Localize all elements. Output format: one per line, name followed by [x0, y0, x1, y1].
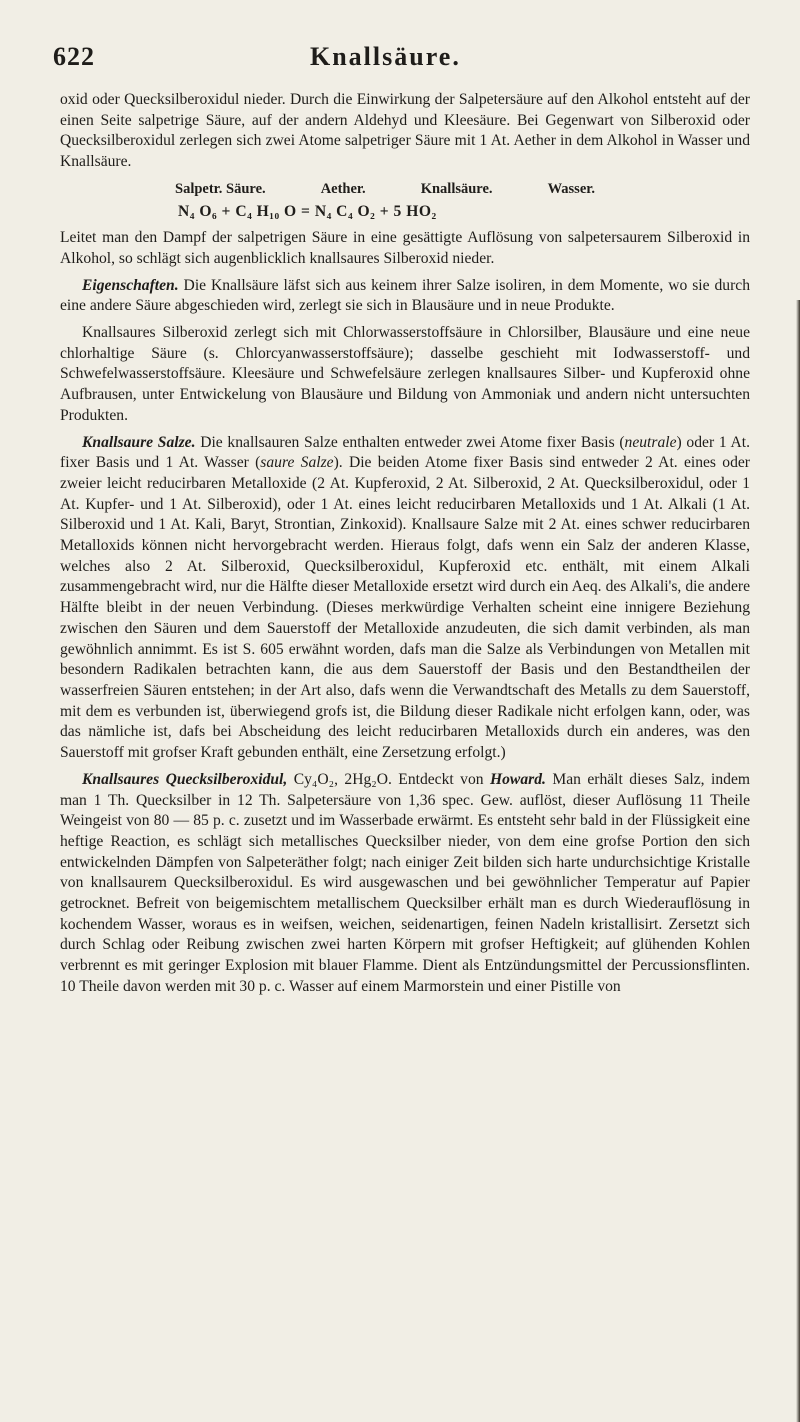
page-header [50, 42, 750, 76]
section-heading: Eigenschaften. [82, 276, 179, 294]
paragraph-2: Leitet man den Dampf der salpetrigen Säure in eine gesättigte Auflösung von salpetersaurem Silberoxid in Alkohol, so schlägt sich augenblicklich knallsaures Silberoxid nieder. [60, 229, 750, 267]
paragraph-text: Die Knallsäure läfst sich aus keinem ihrer Salze isoliren, in dem Momente, wo sie durch eine andere Säure abgeschieden wird, zerlegt sie sich in Blausäure und in neue Produkte. [60, 276, 750, 315]
equation-label: Aether. [320, 180, 366, 197]
paragraph-4: Knallsaures Silberoxid zerlegt sich mit Chlorwasserstoffsäure in Chlorsilber, Blausäure und eine neue chlorhaltige Säure (s. Chlorcyanwasserstoffsäure); dasselbe geschieht mit Iodwasserstoff- und Schwefelwasserstoffsäure. Kleesäure und Schwefelsäure zerlegen knallsaures Silber- und Kupferoxid ohne Aufbrausen, unter Entwickelung von Blausäure und Bildung von Ammoniak und andern nicht untersuchten Produkten. [60, 324, 750, 424]
paragraph-1: oxid oder Quecksilberoxidul nieder. Durch die Einwirkung der Salpetersäure auf den Alkohol entsteht auf der einen Seite salpetrige Säure, auf der andern Aldehyd und Kleesäure. Bei Gegenwart von Silberoxid oder Quecksilberoxidul zerlegen sich zwei Atome salpetriger Säure mit 1 At. Aether in dem Alkohol in Wasser und Knallsäure. [60, 91, 750, 171]
author-name: Howard. [490, 770, 546, 788]
paragraph-eigenschaften [60, 276, 750, 317]
paragraph-salze [60, 433, 750, 764]
inline-formula: Cy₄O₂, 2Hg₂O. [287, 770, 392, 788]
paragraph-text: ) oder 1 At. fixer Basis und 1 At. Wasser ( [60, 433, 750, 472]
paragraph-text: Entdeckt von [391, 770, 490, 788]
equation-label: Salpetr. Säure. [175, 180, 266, 197]
italic-term: neutrale [624, 433, 677, 451]
paragraph-quecksilberoxidul [60, 770, 750, 998]
paragraph-text: ). Die beiden Atome fixer Basis sind entweder 2 At. eines oder zweier leicht reducirbaren Metalloxide (2 At. Kupferoxid, 2 At. Silberoxid, 2 At. Quecksilberoxidul, oder 1 At. Kupfer- und 1 At. Silberoxid), oder 1 At. eines leicht reducirbaren Metalloxids und 1 At. Alkali (1 At. Silberoxid und 1 At. Kali, Baryt, Strontian, Zinkoxid). Knallsaure Salze mit 2 At. eines schwer reducirbaren Metalloxids können nicht hervorgebracht werden. Hieraus folgt, dafs wenn ein Salz der anderen Klasse, welches also 2 At. Silberoxid, Quecksilberoxidul, Kupferoxid etc. enthält, mit einem Alkali zusammengebracht wird, nur die Hälfte dieser Metalloxide ersetzt wird durch ein Aeq. des Alkali's, die andere Hälfte bleibt in der neuen Verbindung. (Dieses merkwürdige Verhalten scheint eine innigere Beziehung zwischen den Säuren und dem Sauerstoff der Metalloxide anzudeuten, die sich damit verbinden, als man gewöhnlich annimmt. Es ist S. 605 erwähnt worden, dafs man die Salze als Verbindungen von Metallen mit besondern Radikalen betrachten kann, die aus dem Sauerstoff der Basis und den Bestandtheilen der wasserfreien Säuren entstehen; in der Art also, dafs wenn die Verwandtschaft des Metalls zu dem Sauerstoff, mit dem es verbunden ist, überwiegend grofs ist, die Bildung dieser Radikale nicht erfolgen kann, oder, was das nämliche ist, dafs bei Abscheidung des leicht reducirbaren Metalloxids durch ein anderes, was den Sauerstoff mit grofser Kraft gebunden enthält, eine Zersetzung erfolgt.) [60, 454, 750, 762]
running-head: Knallsäure. [310, 42, 461, 71]
section-heading: Knallsaure Salze. [82, 433, 196, 451]
italic-term: saure Salze [260, 454, 334, 472]
equation-label: Wasser. [547, 180, 595, 197]
page-edge-shadow [796, 300, 800, 1422]
equation-labels [175, 179, 595, 200]
paragraph-text: Man erhält dieses Salz, indem man 1 Th. Quecksilber in 12 Th. Salpetersäure von 1,36 spec. Gew. auflöst, dieser Auflösung 11 Theile Weingeist von 80 — 85 p. c. zusetzt und im Wasserbade erwärmt. Es entsteht sehr bald in der Flüssigkeit eine heftige Reaction, es schlägt sich metallisches Quecksilber nieder, von dem eine grofse Portion den sich entwickelnden Dämpfen von Salpeteräther folgt; nach einiger Zeit bilden sich harte undurchsichtige Kristalle von knallsaurem Quecksilberoxidul. Es wird ausgewaschen und bei gewöhnlicher Temperatur auf Papier getrocknet. Befreit von beigemischtem metallischem Quecksilber erhält man es durch Wiederauflösung in kochendem Wasser, woraus es in weifsen, weichen, seidenartigen, feinen Nadeln kristallisirt. Zersetzt sich durch Schlag oder Reibung zwischen zwei harten Körpern mit grofser Heftigkeit; auf glühenden Kohlen verbrennt es mit geringer Explosion mit blauer Flamme. Dient als Entzündungsmittel der Percussionsflinten. 10 Theile davon werden mit 30 p. c. Wasser auf einem Marmorstein und einer Pistille von [60, 770, 751, 995]
page-body [60, 90, 750, 1004]
equation-label: Knallsäure. [420, 180, 493, 197]
page-number: 622 [53, 42, 95, 71]
paragraph-text: Die knallsauren Salze enthalten entweder zwei Atome fixer Basis ( [195, 433, 625, 451]
section-heading: Knallsaures Quecksilberoxidul, [82, 770, 288, 788]
chemical-equation: N₄ O₆ + C₄ H₁₀ O = N₄ C₄ O₂ + 5 HO₂ [178, 202, 437, 220]
